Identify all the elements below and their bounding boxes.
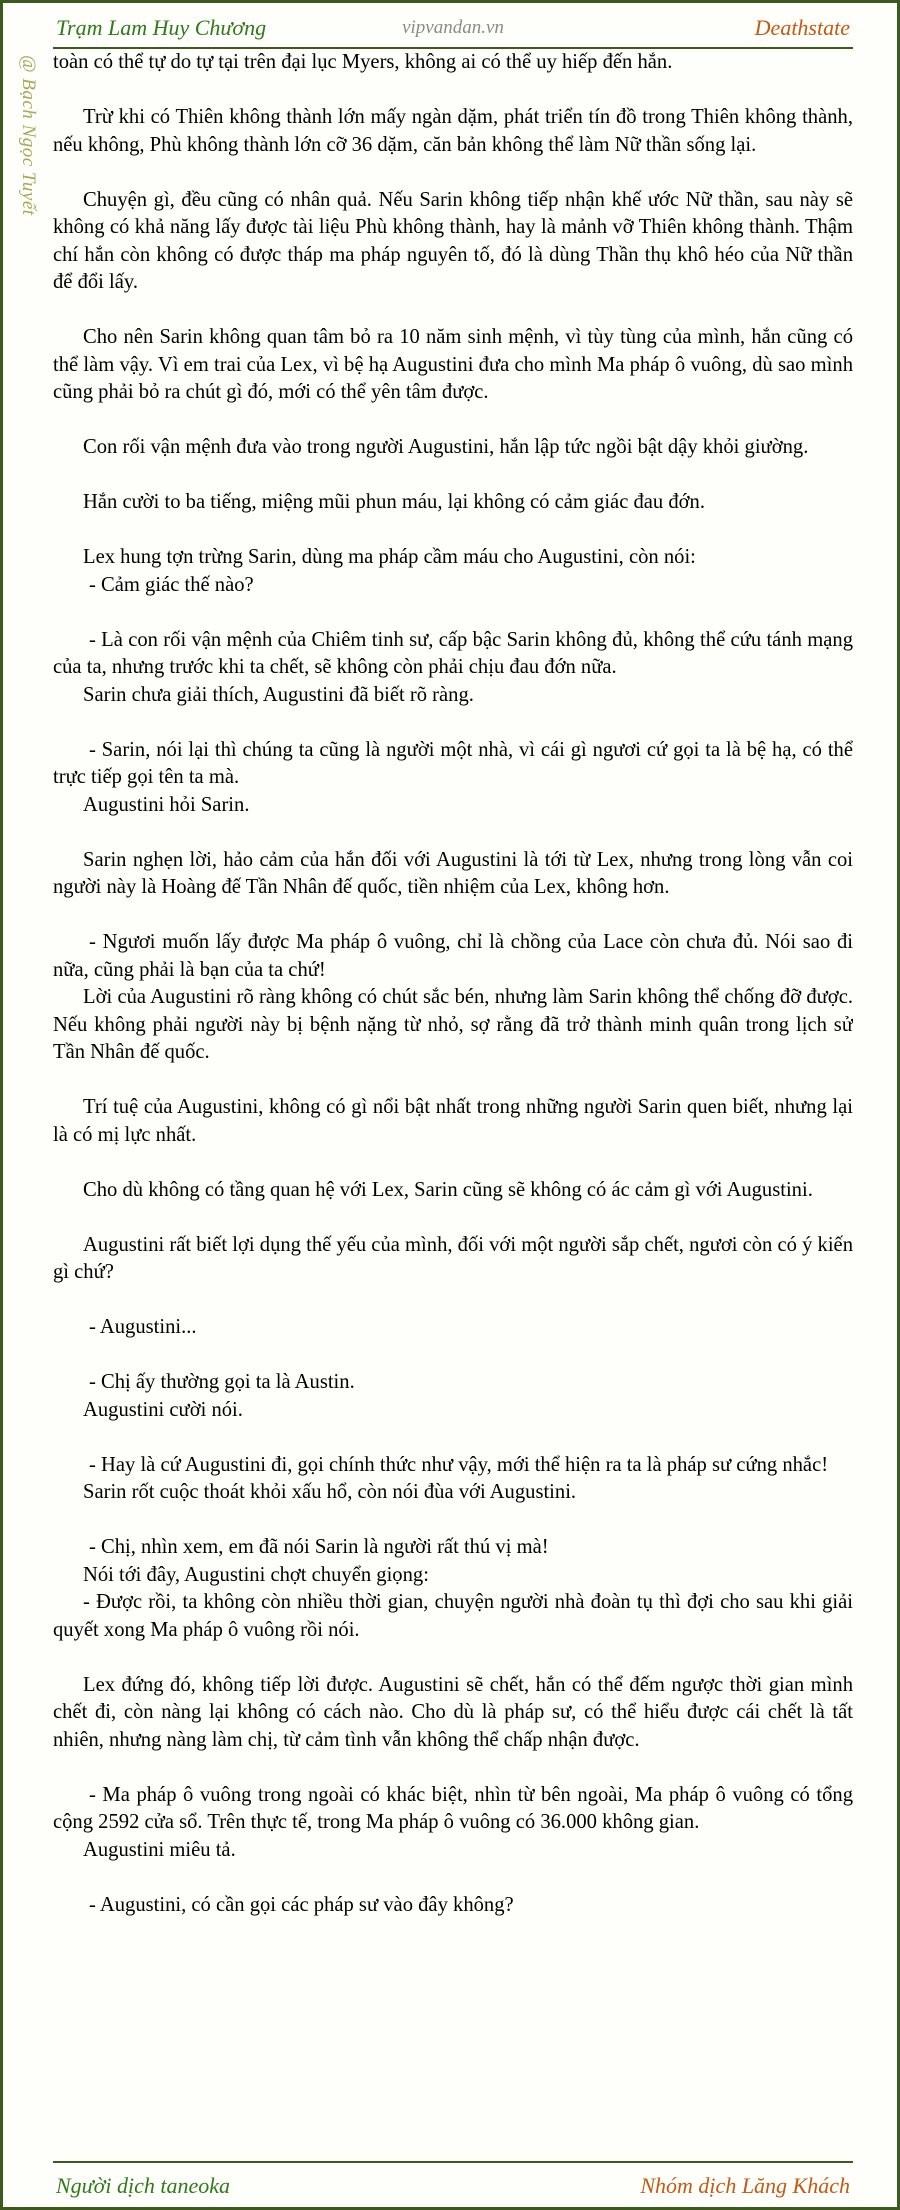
header-right-title: Deathstate: [754, 15, 850, 40]
page-header: [53, 9, 853, 49]
dialogue-line: - Chị, nhìn xem, em đã nói Sarin là người rất thú vị mà!: [89, 1536, 549, 1558]
paragraph: Lex đứng đó, không tiếp lời được. Augustini sẽ chết, hắn có thể đếm ngược thời gian mình chết đi, còn nàng lại không có cách nào. Cho dù là pháp sư, có thể hiểu được cái chết là tất nhiên, nhưng nàng làm chị, từ cảm tình vẫn không thể chấp nhận được.: [53, 1673, 853, 1751]
paragraph: Augustini miêu tả.: [83, 1838, 236, 1861]
paragraph: Augustini cười nói.: [83, 1398, 243, 1421]
dialogue-line: - Sarin, nói lại thì chúng ta cũng là người một nhà, vì cái gì ngươi cứ gọi ta là bệ hạ, có thể trực tiếp gọi tên ta mà.: [53, 738, 853, 788]
dialogue-line: - Hay là cứ Augustini đi, gọi chính thức như vậy, mới thể hiện ra ta là pháp sư cứng nhắc!: [89, 1453, 829, 1476]
page-footer: [53, 2161, 853, 2207]
paragraph: Hắn cười to ba tiếng, miệng mũi phun máu, lại không có cảm giác đau đớn.: [83, 491, 706, 513]
paragraph: Augustini rất biết lợi dụng thế yếu của mình, đối với một người sắp chết, ngươi còn có ý kiến gì chứ?: [53, 1233, 853, 1283]
paragraph: Con rối vận mệnh đưa vào trong người Augustini, hắn lập tức ngồi bật dậy khỏi giường.: [83, 436, 809, 458]
paragraph: Sarin chưa giải thích, Augustini đã biết rõ ràng.: [83, 683, 474, 706]
dialogue-line: - Augustini, có cần gọi các pháp sư vào đây không?: [89, 1893, 514, 1916]
paragraph: Cho nên Sarin không quan tâm bỏ ra 10 năm sinh mệnh, vì tùy tùng của mình, hắn cũng có thể làm vậy. Vì em trai của Lex, vì bệ hạ Augustini đưa cho mình Ma pháp ô vuông, dù sao mình cũng phải bỏ ra chút gì đó, mới có thể yên tâm được.: [53, 326, 853, 403]
header-site-name: vipvandan.vn: [402, 17, 504, 38]
dialogue-line: - Được rồi, ta không còn nhiều thời gian, chuyện người nhà đoàn tụ thì đợi cho sau khi giải quyết xong Ma pháp ô vuông rồi nói.: [53, 1591, 853, 1641]
dialogue-line: - Cảm giác thế nào?: [89, 573, 254, 596]
paragraph: Lex hung tợn trừng Sarin, dùng ma pháp cầm máu cho Augustini, còn nói:: [83, 546, 696, 568]
dialogue-line: - Augustini...: [89, 1316, 197, 1338]
paragraph: Nói tới đây, Augustini chợt chuyển giọng:: [83, 1563, 429, 1586]
paragraph: Trí tuệ của Augustini, không có gì nổi bật nhất trong những người Sarin quen biết, nhưng lại là có mị lực nhất.: [53, 1096, 853, 1146]
dialogue-line: - Chị ấy thường gọi ta là Austin.: [89, 1371, 355, 1393]
dialogue-line: - Là con rối vận mệnh của Chiêm tinh sư, cấp bậc Sarin không đủ, không thể cứu tánh mạng của ta, nhưng trước khi ta chết, sẽ không còn phải chịu đau đớn nữa.: [53, 628, 853, 678]
paragraph: toàn có thể tự do tự tại trên đại lục Myers, không ai có thể uy hiếp đến hắn.: [53, 51, 673, 73]
paragraph: Augustini hỏi Sarin.: [83, 793, 250, 816]
paragraph: Chuyện gì, đều cũng có nhân quả. Nếu Sarin không tiếp nhận khế ước Nữ thần, sau này sẽ không có khả năng lấy được tài liệu Phù không thành, hay là mảnh vỡ Thiên không thành. Thậm chí hắn còn không có được tháp ma pháp nguyên tố, đó là dùng Thần thụ khô héo của Nữ thần để đổi lấy.: [53, 188, 853, 293]
paragraph: Sarin nghẹn lời, hảo cảm của hắn đối với Augustini là tới từ Lex, nhưng trong lòng vẫn coi người này là Hoàng đế Tần Nhân đế quốc, tiền nhiệm của Lex, không hơn.: [53, 848, 853, 898]
paragraph: Sarin rốt cuộc thoát khỏi xấu hổ, còn nói đùa với Augustini.: [83, 1481, 577, 1503]
dialogue-line: - Ngươi muốn lấy được Ma pháp ô vuông, chỉ là chồng của Lace còn chưa đủ. Nói sao đi nữa, cũng phải là bạn của ta chứ!: [53, 931, 853, 981]
paragraph: Trừ khi có Thiên không thành lớn mấy ngàn dặm, phát triển tín đồ trong Thiên không thành, nếu không, Phù không thành lớn cỡ 36 dặm, căn bản không thể làm Nữ thần sống lại.: [53, 106, 853, 156]
footer-translator: Người dịch taneoka: [56, 2173, 231, 2198]
dialogue-line: - Ma pháp ô vuông trong ngoài có khác biệt, nhìn từ bên ngoài, Ma pháp ô vuông có tổng cộng 2592 cửa sổ. Trên thực tế, trong Ma pháp ô vuông có 36.000 không gian.: [53, 1783, 853, 1833]
document-body: [53, 49, 853, 2159]
side-watermark-label: @ Bạch Ngọc Tuyết: [18, 55, 39, 216]
footer-group: Nhóm dịch Lăng Khách: [640, 2173, 850, 2198]
paragraph: Lời của Augustini rõ ràng không có chút sắc bén, nhưng làm Sarin không thể chống đỡ được. Nếu không phải người này bị bệnh nặng từ nhỏ, sợ rằng đã trở thành minh quân trong lịch sử Tần Nhân đế quốc.: [53, 986, 853, 1063]
paragraph: Cho dù không có tầng quan hệ với Lex, Sarin cũng sẽ không có ác cảm gì với Augustini.: [83, 1178, 813, 1201]
header-left-title: Trạm Lam Huy Chương: [56, 15, 267, 40]
